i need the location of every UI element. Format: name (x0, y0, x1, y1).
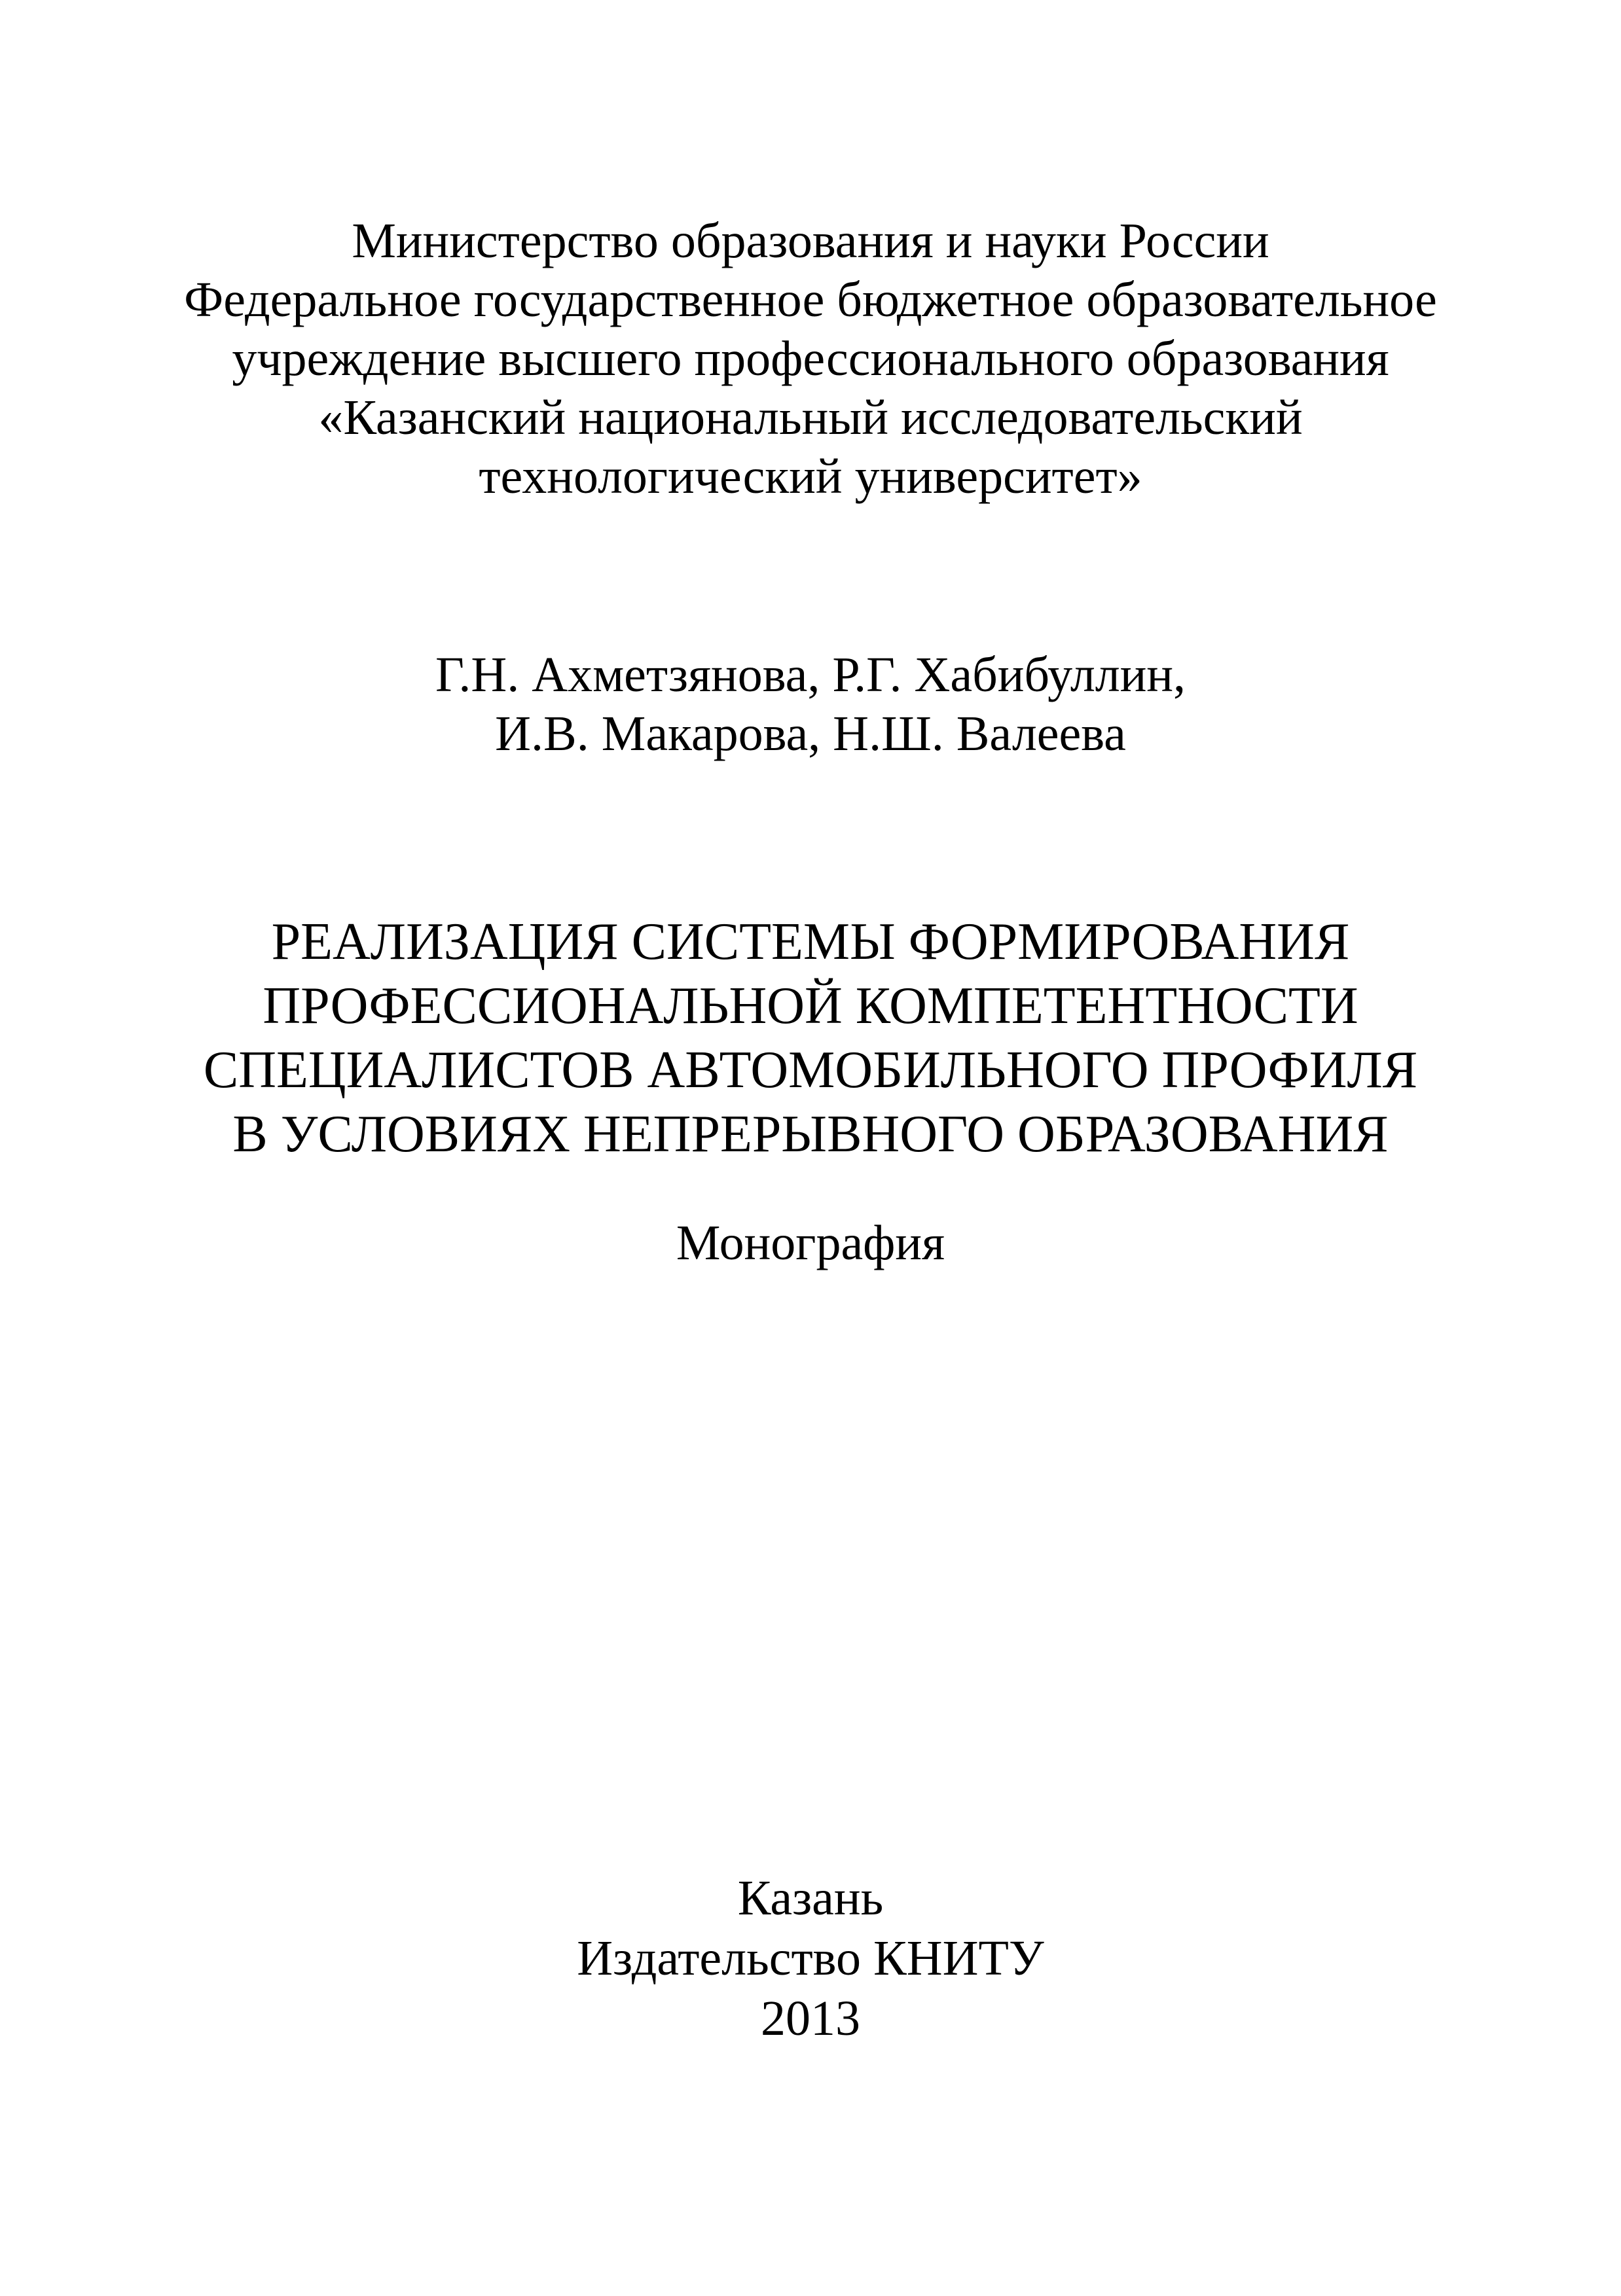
imprint-publisher: Издательство КНИТУ (577, 1931, 1044, 1986)
title-line-4: В УСЛОВИЯХ НЕПРЕРЫВНОГО ОБРАЗОВАНИЯ (232, 1105, 1389, 1163)
title-line-1: РЕАЛИЗАЦИЯ СИСТЕМЫ ФОРМИРОВАНИЯ (271, 913, 1350, 971)
genre-text: Монография (676, 1215, 945, 1270)
authors-block (0, 645, 1621, 763)
imprint-block (0, 1868, 1621, 2049)
institution-block (0, 211, 1621, 506)
institution-line-1: Федеральное государственное бюджетное образовательное (184, 272, 1437, 327)
authors-line-2: И.В. Макарова, Н.Ш. Валеева (495, 706, 1126, 761)
university-name-line-2: технологический университет» (479, 449, 1142, 504)
authors-line-1: Г.Н. Ахметзянова, Р.Г. Хабибуллин, (435, 647, 1186, 702)
book-title (0, 910, 1621, 1166)
university-name-line-1: «Казанский национальный исследовательский (318, 390, 1303, 445)
genre-label (0, 1213, 1621, 1272)
title-line-2: ПРОФЕССИОНАЛЬНОЙ КОМПЕТЕНТНОСТИ (263, 977, 1358, 1035)
imprint-year: 2013 (761, 1991, 860, 2046)
institution-line-2: учреждение высшего профессионального образования (232, 331, 1389, 386)
title-line-3: СПЕЦИАЛИСТОВ АВТОМОБИЛЬНОГО ПРОФИЛЯ (203, 1041, 1418, 1099)
imprint-city: Казань (737, 1871, 884, 1926)
ministry-line: Министерство образования и науки России (352, 213, 1269, 268)
